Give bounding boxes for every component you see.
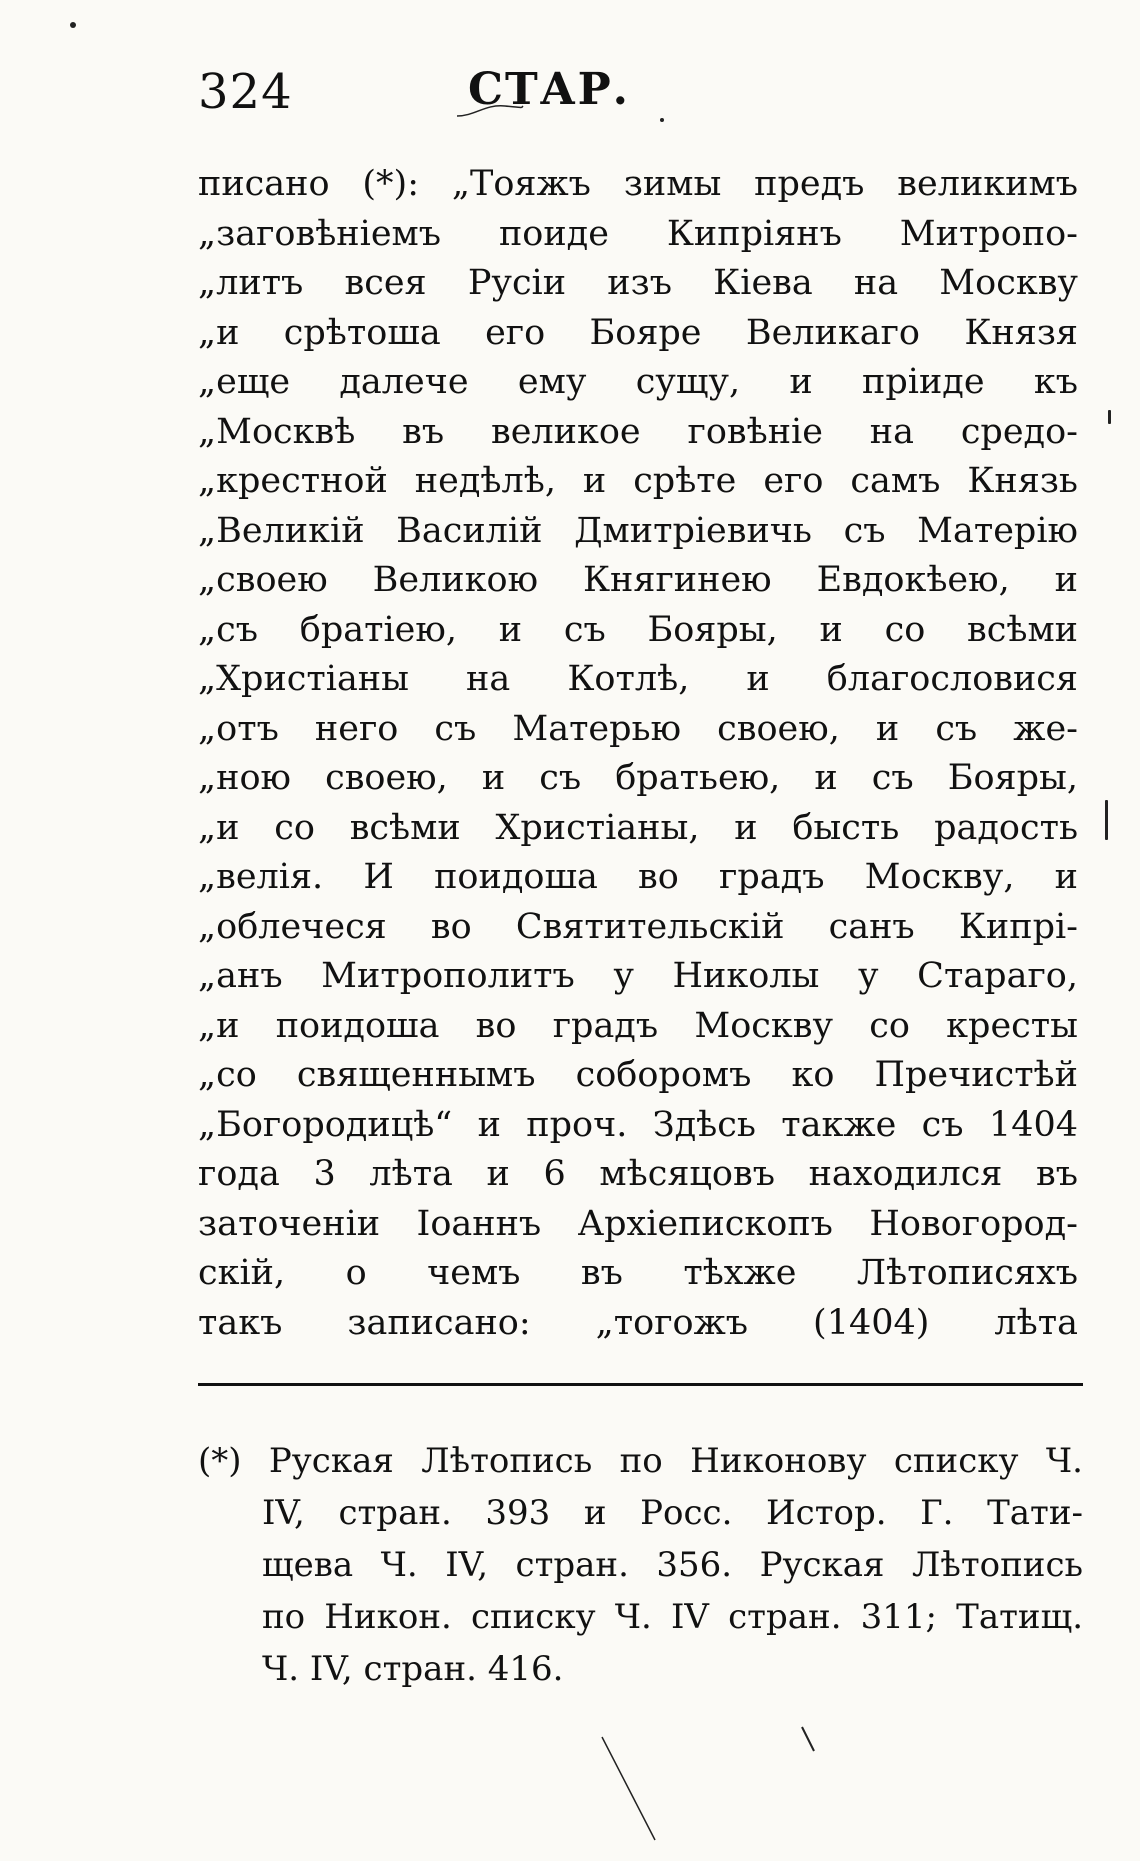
scan-speck [70,22,76,28]
scan-scratch [800,1725,820,1755]
footnote-line: щева Ч. IV, стран. 356. Руская Лѣтопись [262,1545,1083,1585]
text-line: такъ записано: „тогожъ (1404) лѣта [198,1302,1078,1343]
footnote-line: по Никон. списку Ч. IV стран. 311; Татищ. [262,1597,1083,1637]
footnote-line: IV, стран. 393 и Росс. Истор. Г. Тати- [262,1493,1083,1533]
page-number: 324 [198,64,293,120]
page-header [0,58,1140,128]
text-line: „заговѣніемъ поиде Кипріянъ Митропо- [198,213,1078,254]
text-line: „еще далече ему сущу, и пріиде къ [198,362,1078,402]
text-line: „и со всѣми Христіаны, и бысть радость [198,807,1078,848]
text-line: „Богородицѣ“ и проч. Здѣсь также съ 1404 [198,1104,1078,1145]
text-line: года 3 лѣта и 6 мѣсяцовъ находился въ [198,1154,1078,1194]
text-line: „и поидоша во градъ Москву со кресты [198,1005,1078,1046]
footnote-line: Ч. IV, стран. 416. [262,1649,564,1689]
text-line: „литъ всея Русіи изъ Кіева на Москву [198,263,1078,303]
text-line: „Москвѣ въ великое говѣніе на средо- [198,411,1078,452]
footnote-line: (*) Руская Лѣтопись по Никонову списку Ч. [198,1441,1083,1481]
scan-scratch [600,1735,660,1845]
text-line: „ною своею, и съ братьею, и съ Бояры, [198,758,1078,798]
text-line: „анъ Митрополитъ у Николы у Стараго, [198,956,1078,996]
text-line: писано (*): „Тояжъ зимы предъ великимъ [198,164,1078,204]
footnote-rule [198,1383,1083,1386]
text-line: „своею Великою Княгинею Евдокѣею, и [198,560,1078,600]
text-line: „отъ него съ Матерью своею, и съ же- [198,708,1078,749]
footnote [198,1435,1083,1695]
text-line: „крестной недѣлѣ, и срѣте его самъ Князь [198,461,1078,501]
text-line: „велія. И поидоша во градъ Москву, и [198,857,1078,897]
text-line: „облечеся во Святительскій санъ Кипрі- [198,906,1078,947]
text-line: „со священнымъ соборомъ ко Пречистѣй [198,1055,1078,1095]
text-line: заточеніи Іоаннъ Архіепископъ Новогород- [198,1203,1078,1244]
scan-speck [1105,800,1108,840]
running-head: СТАР. [468,64,631,115]
body-text [198,160,1078,1348]
text-line: „Христіаны на Котлѣ, и благословися [198,659,1078,699]
text-line: скій, о чемъ въ тѣхже Лѣтописяхъ [198,1253,1078,1293]
text-line: „Великій Василій Дмитріевичь съ Матерію [198,510,1078,551]
scan-speck [660,118,664,122]
scan-speck [1108,410,1111,424]
text-line: „съ братіею, и съ Бояры, и со всѣми [198,609,1078,650]
text-line: „и срѣтоша его Бояре Великаго Князя [198,312,1078,353]
